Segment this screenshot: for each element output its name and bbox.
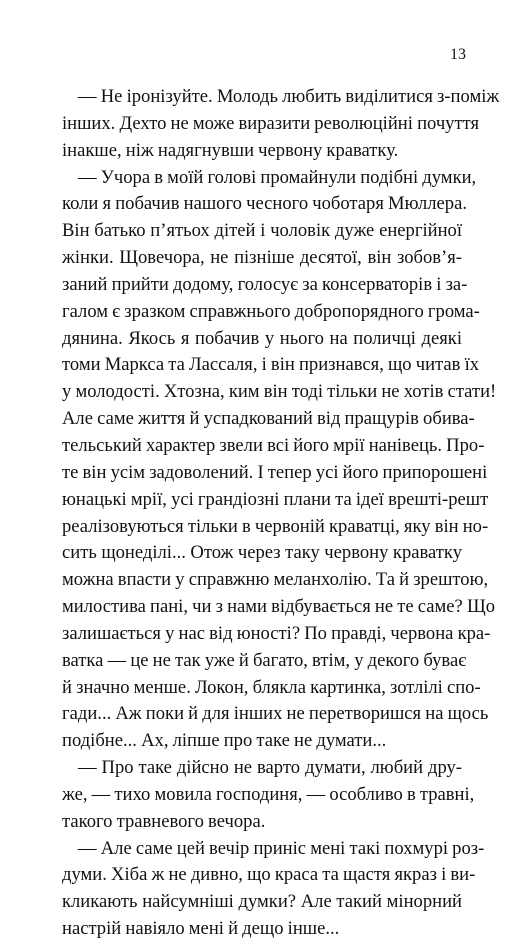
page-text bbox=[62, 84, 500, 943]
text-line: інакше, ніж надягнувши червону краватку. bbox=[62, 139, 399, 161]
text-line: же, — тихо мовила господиня, — особливо в травні, bbox=[62, 783, 475, 805]
text-line: такого травневого вечора. bbox=[62, 810, 266, 832]
text-line: можна впасти у справжню меланхолію. Та й зрештою, bbox=[62, 569, 489, 591]
text-line: сить щонеділі... Отож через таку червону краватку bbox=[62, 542, 462, 564]
text-line: милостива пані, чи з нами відбувається не те саме? Що bbox=[62, 596, 496, 618]
text-line: й значно менше. Локон, бляклa картинка, зотлілі спо- bbox=[62, 676, 481, 698]
paragraph bbox=[62, 836, 485, 943]
text-line: — Учора в моїй голові промайнули подібні думки, bbox=[78, 166, 477, 188]
text-line: думи. Хіба ж не дивно, що краса та щастя якраз і ви- bbox=[62, 864, 476, 886]
paragraph bbox=[62, 84, 500, 165]
text-line: томи Маркса та Лассаля, і він признався, що читав їх bbox=[62, 354, 480, 376]
text-line: гади... Аж поки й для інших не перетворишся на щось bbox=[62, 703, 489, 725]
text-line: залишається у нас від юності? По правді, червона кра- bbox=[62, 622, 491, 644]
text-line: кликають найсумніші думки? Але такий мінорний bbox=[62, 891, 462, 913]
text-line: — Не іронізуйте. Молодь любить виділитися з-поміж bbox=[78, 86, 500, 107]
text-line: Але саме життя й успадкований від пращурів обива- bbox=[62, 408, 475, 430]
text-line: ватка — це не так уже й багато, втім, у декого буває bbox=[62, 649, 467, 671]
text-line: — Про таке дійсно не варто думати, любий дру- bbox=[78, 757, 462, 779]
text-line: жінки. Щовечора, не пізніше десятої, він зобов’я- bbox=[62, 247, 462, 269]
text-line: Він батько п’ятьох дітей і чоловік дуже енергійної bbox=[62, 220, 462, 242]
text-line: реалізовуються тільки в червоній краватці, яку він но- bbox=[62, 515, 489, 537]
text-line: — Але саме цей вечір приніс мені такі похмурі роз- bbox=[78, 837, 485, 859]
text-line: галом є зразком справжнього добропорядного грома- bbox=[62, 300, 480, 322]
paragraph bbox=[62, 165, 497, 756]
text-line: дянина. Якось я побачив у нього на поличці деякі bbox=[62, 327, 462, 349]
text-line: інших. Дехто не може виразити революційні почуття bbox=[62, 112, 480, 134]
text-line: подібне... Ах, ліпше про таке не думати... bbox=[62, 730, 387, 752]
text-line: у молодості. Хтозна, ким він тоді тільки не хотів стати! bbox=[62, 381, 497, 403]
paragraph bbox=[62, 755, 475, 836]
page-number: 13 bbox=[450, 46, 466, 63]
text-line: коли я побачив нашого чесного чоботаря Мюллера. bbox=[62, 193, 467, 215]
text-line: тельський характер звели всі його мрії нанівець. Про- bbox=[62, 434, 485, 456]
text-line: юнацькі мрії, усі грандіозні плани та ідеї врешті-решт bbox=[62, 488, 489, 510]
text-line: заний прийти додому, голосує за консерваторів і за- bbox=[62, 273, 468, 295]
text-line: те він усім задоволений. І тепер усі його припорошені bbox=[62, 461, 488, 483]
text-line: настрій навіяло мені й дещо інше... bbox=[62, 918, 340, 940]
